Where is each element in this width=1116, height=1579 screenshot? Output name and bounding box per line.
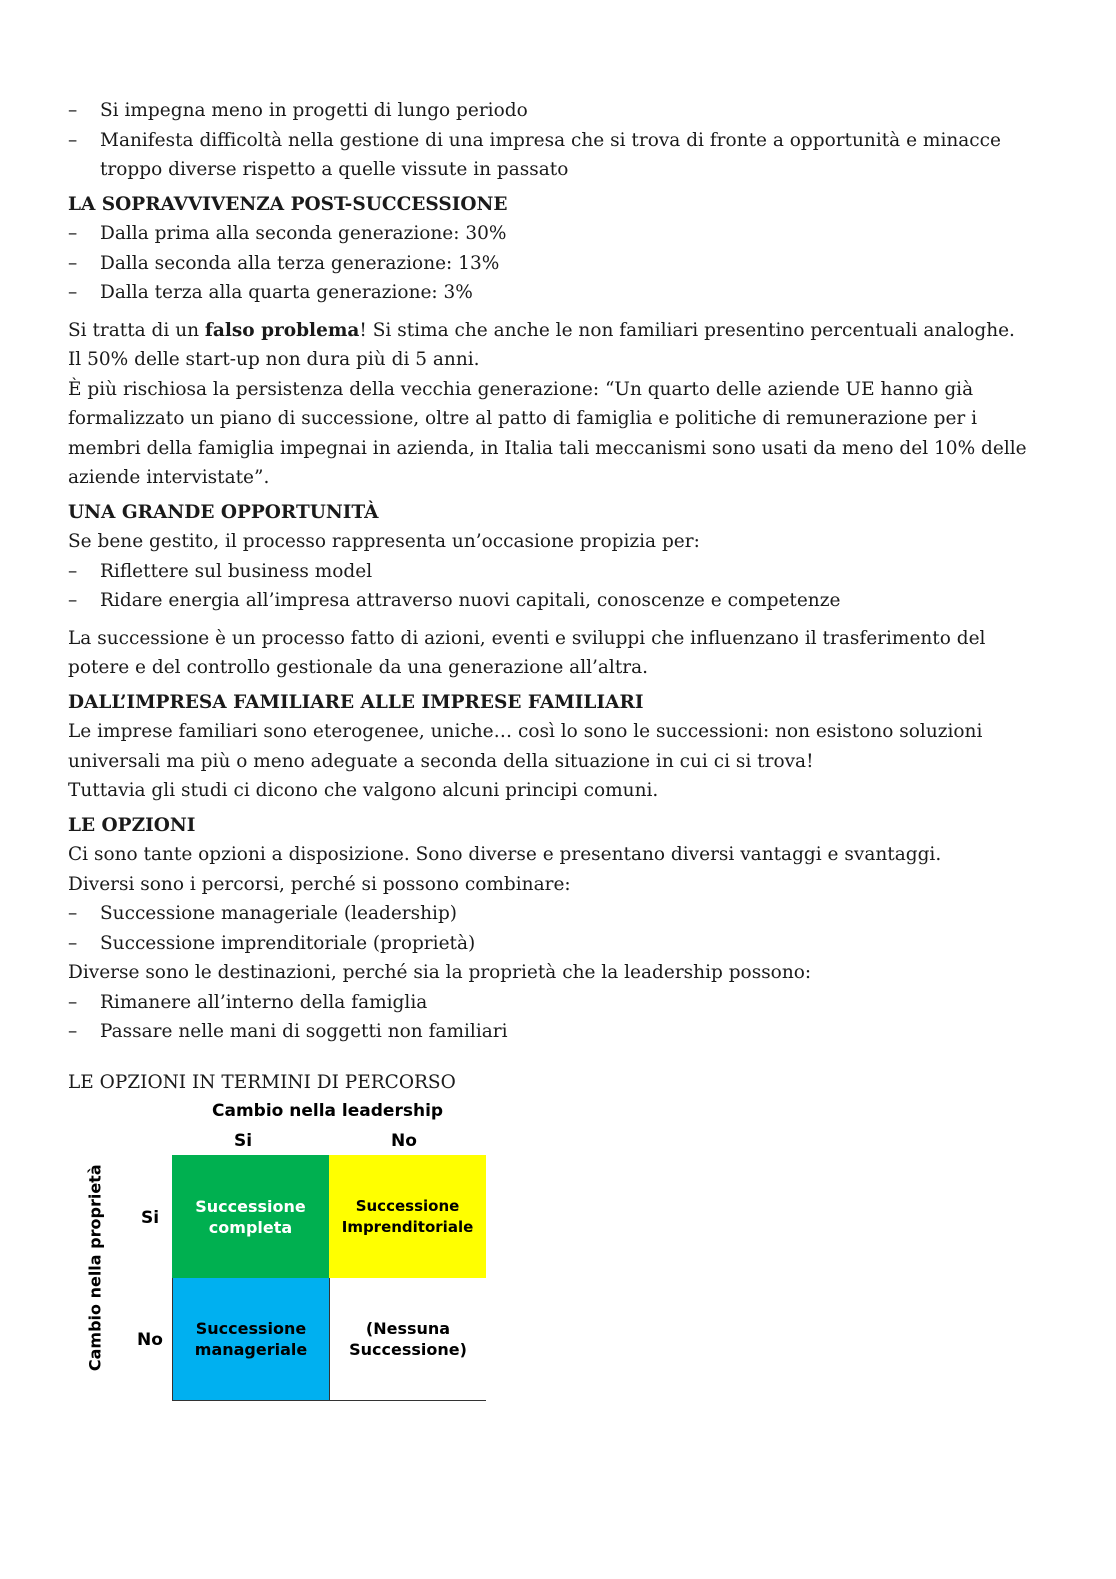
paragraph: È più rischiosa la persistenza della vecchia generazione: “Un quarto delle aziende UE hanno già formalizzato un piano di successione, oltre al patto di famiglia e politiche di remunerazione per i membri della famiglia impegnai in azienda, in Italia tali meccanismi sono usati da meno del 10% delle aziende intervistate”. — [68, 378, 1027, 488]
paragraph: Ci sono tante opzioni a disposizione. Sono diverse e presentano diversi vantaggi e svantaggi. — [68, 844, 942, 865]
section-heading: UNA GRANDE OPPORTUNITÀ — [68, 501, 379, 523]
list-item: – Ridare energia all’impresa attraverso nuovi capitali, conoscenze e competenze — [68, 586, 1048, 616]
paths-list — [68, 899, 1048, 958]
matrix-row-no: No — [137, 1330, 163, 1350]
list-item: – Manifesta difficoltà nella gestione di una impresa che si trova di fronte a opportunità e minacce troppo diverse rispetto a quelle vissute in passato — [68, 126, 1048, 185]
matrix-col-no: No — [391, 1131, 417, 1151]
paragraph: Diverse sono le destinazioni, perché sia la proprietà che la leadership possono: — [68, 962, 812, 983]
list-item: – Rimanere all’interno della famiglia — [68, 988, 1048, 1018]
list-item: – Dalla prima alla seconda generazione: 30% — [68, 219, 1048, 249]
paragraph: Il 50% delle start-up non dura più di 5 anni. — [68, 349, 480, 370]
section-heading: LE OPZIONI IN TERMINI DI PERCORSO — [68, 1071, 456, 1093]
list-item: – Si impegna meno in progetti di lungo periodo — [68, 96, 1048, 126]
section-heading: DALL’IMPRESA FAMILIARE ALLE IMPRESE FAMILIARI — [68, 691, 644, 713]
matrix-side-title: Cambio nella proprietà — [85, 1164, 105, 1372]
opportunity-list — [68, 557, 1048, 616]
list-item: – Successione imprenditoriale (proprietà) — [68, 929, 1048, 959]
list-item: – Dalla terza alla quarta generazione: 3% — [68, 278, 1048, 308]
paragraph: La successione è un processo fatto di azioni, eventi e sviluppi che influenzano il trasferimento del potere e del controllo gestionale da una generazione all’altra. — [68, 627, 986, 678]
paragraph: Tuttavia gli studi ci dicono che valgono alcuni principi comuni. — [68, 780, 659, 801]
section-heading: LE OPZIONI — [68, 814, 196, 836]
list-item: – Passare nelle mani di soggetti non familiari — [68, 1017, 1048, 1047]
paragraph: Le imprese familiari sono eterogenee, uniche… così lo sono le successioni: non esistono soluzioni universali ma più o meno adeguate a seconda della situazione in cui ci si trova! — [68, 721, 983, 772]
intro-list — [68, 96, 1048, 185]
list-item: – Riflettere sul business model — [68, 557, 1048, 587]
succession-matrix — [68, 1097, 508, 1417]
destinations-list — [68, 988, 1048, 1047]
document-page — [68, 96, 1048, 1417]
cell-entrepreneurial-succession: Successione Imprenditoriale — [329, 1155, 486, 1278]
cell-managerial-succession: Successione manageriale — [172, 1278, 329, 1401]
bold-text: falso problema — [204, 319, 360, 341]
section-heading: LA SOPRAVVIVENZA POST-SUCCESSIONE — [68, 193, 508, 215]
paragraph: Diversi sono i percorsi, perché si possono combinare: — [68, 873, 571, 895]
paragraph: Si tratta di un falso problema! Si stima che anche le non familiari presentino percentuali analoghe. — [68, 319, 1015, 341]
matrix-top-title: Cambio nella leadership — [212, 1101, 444, 1121]
matrix-row-si: Si — [140, 1208, 160, 1228]
matrix-col-si: Si — [233, 1131, 253, 1151]
list-item: – Successione manageriale (leadership) — [68, 899, 1048, 929]
list-item: – Dalla seconda alla terza generazione: 13% — [68, 249, 1048, 279]
paragraph: Se bene gestito, il processo rappresenta un’occasione propizia per: — [68, 531, 700, 552]
cell-no-succession: (Nessuna Successione) — [329, 1278, 486, 1401]
survival-list — [68, 219, 1048, 308]
cell-complete-succession: Successione completa — [172, 1155, 329, 1278]
